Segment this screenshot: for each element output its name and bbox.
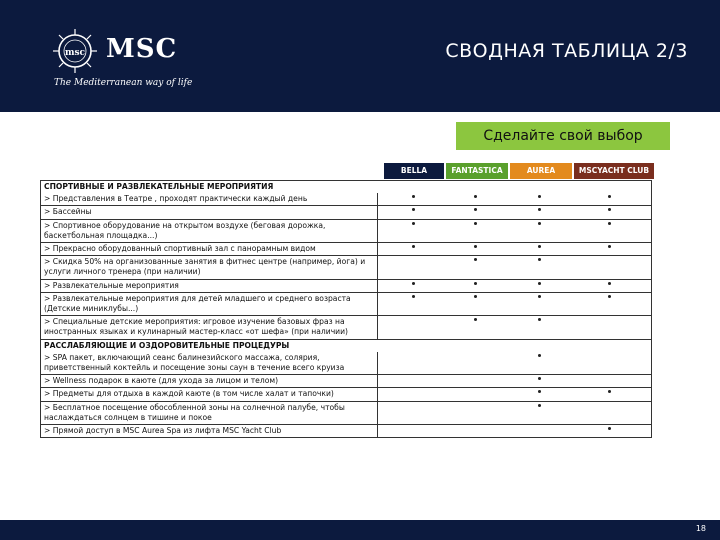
- availability-cells: [378, 425, 651, 437]
- availability-dot-icon: [538, 222, 541, 225]
- table-row: [41, 375, 651, 388]
- availability-dot-icon: [474, 195, 477, 198]
- availability-dot-icon: [474, 222, 477, 225]
- availability-cells: [378, 293, 651, 315]
- column-header-fantastica: FANTASTICA: [446, 163, 508, 179]
- section-heading: СПОРТИВНЫЕ И РАЗВЛЕКАТЕЛЬНЫЕ МЕРОПРИЯТИЯ: [44, 182, 274, 191]
- svg-text:msc: msc: [64, 48, 86, 58]
- availability-dot-icon: [412, 208, 415, 211]
- availability-dot-icon: [474, 282, 477, 285]
- table-row: [41, 193, 651, 206]
- brand-tagline: The Mediterranean way of life: [54, 78, 193, 88]
- availability-dot-icon: [474, 318, 477, 321]
- availability-cells: [378, 243, 651, 255]
- column-header-yacht-club: MSCYACHT CLUB: [574, 163, 654, 179]
- availability-cells: [378, 206, 651, 218]
- feature-label: > Спортивное оборудование на открытом воздухе (беговая дорожка, баскетбольная площадка...): [41, 220, 378, 242]
- availability-cells: [378, 220, 651, 242]
- availability-dot-icon: [608, 427, 611, 430]
- brand-name: MSC: [106, 34, 178, 64]
- feature-label: > Скидка 50% на организованные занятия в фитнес центре (например, йога) и услуги личного тренера (при наличии): [41, 256, 378, 278]
- availability-dot-icon: [608, 195, 611, 198]
- availability-dot-icon: [538, 390, 541, 393]
- table-row: [41, 425, 651, 438]
- table-row: [41, 402, 651, 425]
- availability-dot-icon: [608, 390, 611, 393]
- availability-dot-icon: [608, 295, 611, 298]
- availability-dot-icon: [412, 195, 415, 198]
- availability-cells: [378, 375, 651, 387]
- comparison-table: [40, 180, 652, 438]
- feature-label: > Прекрасно оборудованный спортивный зал с панорамным видом: [41, 243, 378, 255]
- availability-dot-icon: [608, 222, 611, 225]
- availability-dot-icon: [608, 245, 611, 248]
- availability-dot-icon: [538, 208, 541, 211]
- table-row: [41, 243, 651, 256]
- availability-dot-icon: [474, 245, 477, 248]
- footer-bar: [0, 520, 720, 540]
- table-row: [41, 220, 651, 243]
- table-row: [41, 206, 651, 219]
- availability-dot-icon: [538, 318, 541, 321]
- availability-dot-icon: [412, 282, 415, 285]
- availability-cells: [378, 193, 651, 205]
- availability-cells: [378, 280, 651, 292]
- table-row: [41, 316, 651, 339]
- availability-cells: [378, 388, 651, 400]
- availability-dot-icon: [538, 404, 541, 407]
- availability-cells: [378, 256, 651, 278]
- availability-dot-icon: [412, 222, 415, 225]
- availability-dot-icon: [474, 208, 477, 211]
- table-row: [41, 256, 651, 279]
- column-header-bella: BELLA: [384, 163, 444, 179]
- availability-dot-icon: [538, 377, 541, 380]
- choice-banner: Сделайте свой выбор: [456, 122, 670, 150]
- availability-dot-icon: [538, 354, 541, 357]
- table-row: [41, 388, 651, 401]
- availability-dot-icon: [538, 282, 541, 285]
- availability-dot-icon: [608, 282, 611, 285]
- section-heading: РАССЛАБЛЯЮЩИЕ И ОЗДОРОВИТЕЛЬНЫЕ ПРОЦЕДУРЫ: [44, 340, 290, 350]
- header-bar: [0, 0, 720, 112]
- availability-dot-icon: [538, 195, 541, 198]
- table-row: [41, 352, 651, 375]
- feature-label: > Бесплатное посещение обособленной зоны на солнечной палубе, чтобы наслаждаться солнцем в тишине и покое: [41, 402, 378, 424]
- feature-label: > Специальные детские мероприятия: игровое изучение базовых фраз на иностранных языках и кулинарный мастер-класс «от шефа» (при наличии): [41, 316, 378, 338]
- feature-label: > SPA пакет, включающий сеанс балинезийского массажа, солярия, приветственный коктейль и посещение зоны саун в течение всего круиза: [41, 352, 378, 374]
- column-header-aurea: AUREA: [510, 163, 572, 179]
- availability-cells: [378, 352, 651, 374]
- availability-dot-icon: [608, 208, 611, 211]
- feature-label: > Wellness подарок в каюте (для ухода за лицом и телом): [41, 375, 378, 387]
- availability-dot-icon: [474, 258, 477, 261]
- compass-emblem-icon: [50, 28, 100, 74]
- section-heading-row: [41, 181, 651, 193]
- availability-dot-icon: [538, 245, 541, 248]
- section-heading-row: [41, 340, 651, 352]
- feature-label: > Прямой доступ в MSC Aurea Spa из лифта MSC Yacht Club: [41, 425, 378, 437]
- page-title: СВОДНАЯ ТАБЛИЦА 2/3: [445, 40, 688, 62]
- availability-dot-icon: [412, 295, 415, 298]
- table-row: [41, 293, 651, 316]
- table-row: [41, 280, 651, 293]
- availability-dot-icon: [538, 295, 541, 298]
- availability-dot-icon: [474, 295, 477, 298]
- feature-label: > Развлекательные мероприятия для детей младшего и среднего возраста (Детские миниклубы...): [41, 293, 378, 315]
- feature-label: > Бассейны: [41, 206, 378, 218]
- feature-label: > Предметы для отдыха в каждой каюте (в том числе халат и тапочки): [41, 388, 378, 400]
- availability-cells: [378, 402, 651, 424]
- msc-logo: [50, 28, 193, 98]
- availability-cells: [378, 316, 651, 338]
- availability-dot-icon: [412, 245, 415, 248]
- feature-label: > Представления в Театре , проходят практически каждый день: [41, 193, 378, 205]
- availability-dot-icon: [538, 258, 541, 261]
- feature-label: > Развлекательные мероприятия: [41, 280, 378, 292]
- page-number: 18: [695, 524, 706, 533]
